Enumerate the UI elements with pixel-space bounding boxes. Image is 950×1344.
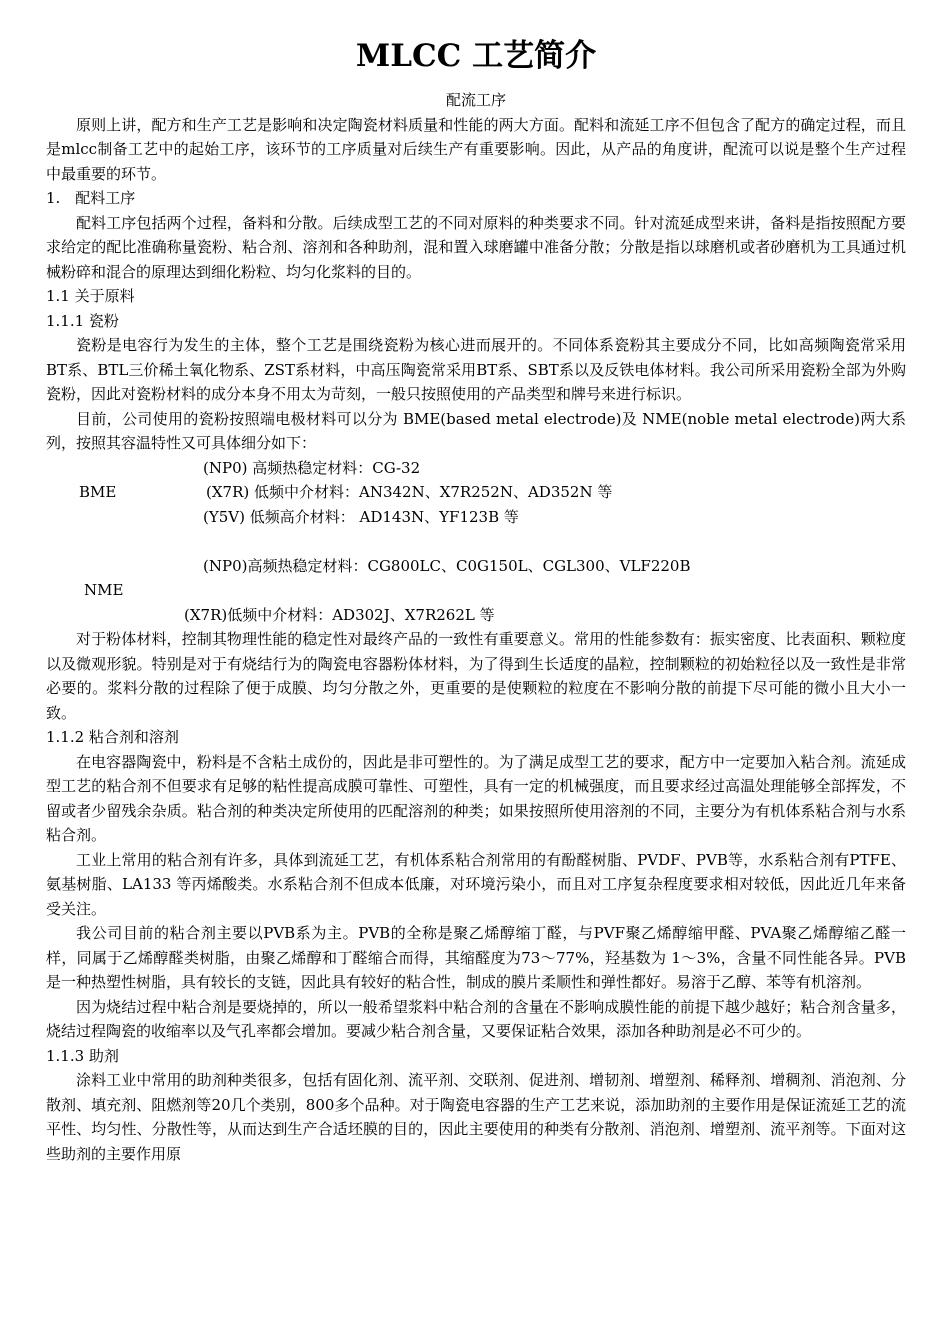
document-title: MLCC 工艺简介: [355, 38, 597, 74]
paragraph-pvb: 我公司目前的粘合剂主要以PVB系为主。PVB的全称是聚乙烯醇缩丁醛，与PVF聚乙烯醇缩甲醛、PVA聚乙烯醇缩乙醛一样，同属于乙烯醇醛类树脂，由聚乙烯醇和丁醛缩合而得，其缩醛度为73～77%，羟基数为 1～3%，含量不同性能各异。PVB 是一种热塑性树脂，具有较长的支链，因此具有较好的粘合性，制成的膜片柔顺性和弹性都好。易溶于乙醇、苯等有机溶剂。: [46, 924, 906, 991]
bme-row-np0: (NP0) 高频热稳定材料：CG-32: [203, 458, 421, 477]
section-title: 配流工序: [445, 91, 506, 109]
paragraph-ceramic-powder: 瓷粉是电容行为发生的主体，整个工艺是围绕瓷粉为核心进而展开的。不同体系瓷粉其主要成分不同，比如高频陶瓷常采用BT系、BTL三价稀土氧化物系、ZST系材料，中高压陶瓷常采用BT系、SBT系以及反铁电体材料。我公司所采用瓷粉全部为外购瓷粉，因此对瓷粉材料的成分本身不用太为苛刻，一般只按照使用的产品类型和牌号来进行标识。: [46, 336, 906, 403]
intro-paragraph: 原则上讲，配方和生产工艺是影响和决定陶瓷材料质量和性能的两大方面。配料和流延工序不但包含了配方的确定过程，而且是mlcc制备工艺中的起始工序，该环节的工序质量对后续生产有重要影响。因此，从产品的角度讲，配流可以说是整个生产过程中最重要的环节。: [46, 115, 906, 183]
heading-1-1-2: 1.1.2 粘合剂和溶剂: [46, 728, 179, 746]
paragraph-binder-2: 工业上常用的粘合剂有许多，具体到流延工艺，有机体系粘合剂常用的有酚醛树脂、PVDF、PVB等，水系粘合剂有PTFE、氨基树脂、LA133 等丙烯酸类。水系粘合剂不但成本低廉，对环境污染小，而且对工序复杂程度要求相对较低，因此近几年来备受关注。: [46, 850, 906, 918]
bme-row-x7r: (X7R) 低频中介材料：AN342N、X7R252N、AD352N 等: [206, 483, 613, 501]
nme-row-np0: (NP0)高频热稳定材料：CG800LC、C0G150L、CGL300、VLF220B: [203, 556, 691, 575]
paragraph-binder-content: 因为烧结过程中粘合剂是要烧掉的，所以一般希望浆料中粘合剂的含量在不影响成膜性能的前提下越少越好；粘合剂含量多，烧结过程陶瓷的收缩率以及气孔率都会增加。要减少粘合剂含量，又要保证粘合效果，添加各种助剂是必不可少的。: [46, 997, 906, 1040]
paragraph-ingredients: 配料工序包括两个过程，备料和分散。后续成型工艺的不同对原料的种类要求不同。针对流延成型来讲，备料是指按照配方要求给定的配比准确称量瓷粉、粘合剂、溶剂和各种助剂，混和置入球磨罐中准备分散；分散是指以球磨机或者砂磨机为工具通过机械粉碎和混合的原理达到细化粉粒、均匀化浆料的目的。: [46, 213, 906, 281]
heading-1-1: 1.1 关于原料: [46, 287, 135, 305]
paragraph-powder-properties: 对于粉体材料，控制其物理性能的稳定性对最终产品的一致性有重要意义。常用的性能参数有：振实密度、比表面积、颗粒度以及微观形貌。特别是对于有烧结行为的陶瓷电容器粉体材料，为了得到生长适度的晶粒，控制颗粒的初始粒径以及一致性是非常必要的。浆料分散的过程除了便于成膜、均匀分散之外，更重要的是使颗粒的粒度在不影响分散的前提下尽可能的微小且大小一致。: [46, 630, 906, 722]
bme-list: [46, 456, 906, 530]
paragraph-classification: 目前，公司使用的瓷粉按照端电极材料可以分为 BME(based metal electrode)及 NME(noble metal electrode)两大系列，按照其容温特性又可具体细分如下：: [46, 409, 906, 452]
bme-label: BME: [79, 483, 117, 501]
bme-row-y5v: (Y5V) 低频高介材料： AD143N、YF123B 等: [203, 507, 519, 526]
nme-label: NME: [84, 581, 124, 599]
heading-1-1-3: 1.1.3 助剂: [46, 1046, 119, 1065]
nme-row-x7r: (X7R)低频中介材料：AD302J、X7R262L 等: [184, 605, 495, 624]
document-page: [46, 34, 906, 1166]
spacer: [46, 529, 906, 554]
heading-1: 1. 配料工序: [46, 189, 136, 207]
heading-1-1-1: 1.1.1 瓷粉: [46, 311, 119, 330]
nme-list: [46, 554, 906, 628]
paragraph-binder-1: 在电容器陶瓷中，粉料是不含粘土成份的，因此是非可塑性的。为了满足成型工艺的要求，配方中一定要加入粘合剂。流延成型工艺的粘合剂不但要求有足够的粘性提高成膜可靠性、可塑性，具有一定的机械强度，而且要求经过高温处理能够全部挥发，不留或者少留残余杂质。粘合剂的种类决定所使用的匹配溶剂的种类；如果按照所使用溶剂的不同，主要分为有机体系粘合剂与水系粘合剂。: [46, 752, 906, 844]
paragraph-additives: 涂料工业中常用的助剂种类很多，包括有固化剂、流平剂、交联剂、促进剂、增韧剂、增塑剂、稀释剂、增稠剂、消泡剂、分散剂、填充剂、阻燃剂等20几个类别，800多个品种。对于陶瓷电容器的生产工艺来说，添加助剂的主要作用是保证流延工艺的流平性、均匀性、分散性等，从而达到生产合适坯膜的目的，因此主要使用的种类有分散剂、消泡剂、增塑剂、流平剂等。下面对这些助剂的主要作用原: [46, 1071, 906, 1163]
